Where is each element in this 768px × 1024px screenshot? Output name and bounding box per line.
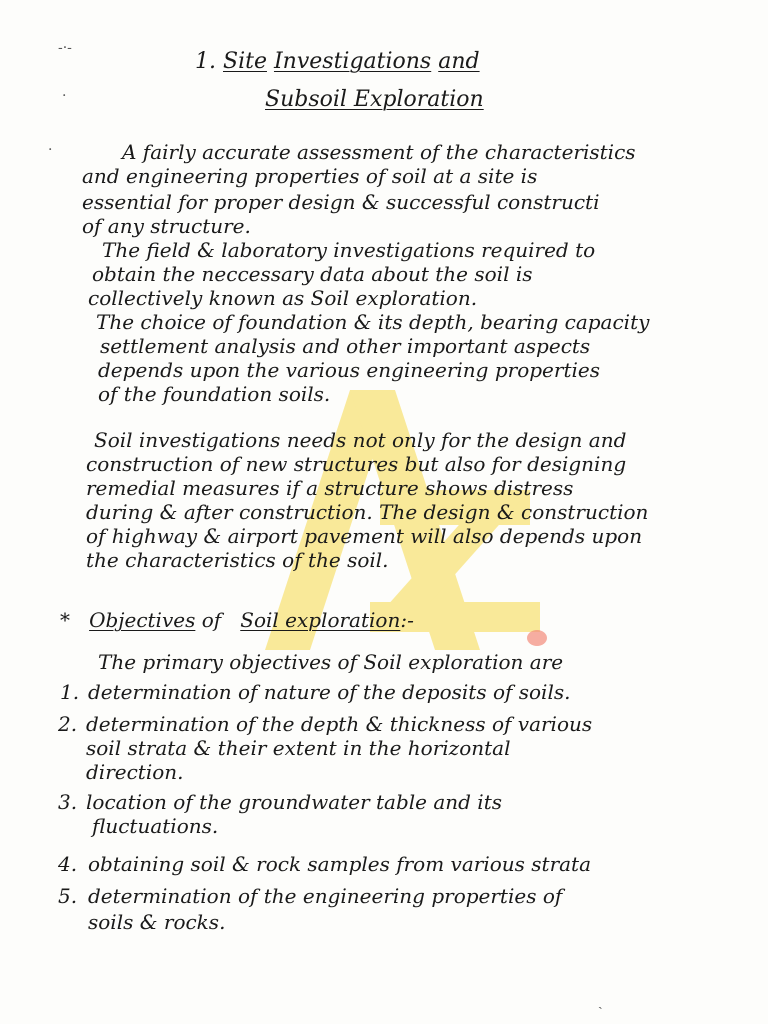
choice-line: The choice of foundation & its depth, bearing capacity	[96, 310, 650, 334]
objective-line: soils & rocks.	[88, 910, 226, 934]
objective-number: 3.	[58, 790, 78, 814]
objectives-heading	[60, 608, 414, 632]
objectives-heading-topic: Soil exploration	[240, 608, 401, 632]
needs-line: the characteristics of the soil.	[86, 548, 389, 572]
objective-line: direction.	[86, 760, 184, 784]
title-word-and: and	[438, 49, 480, 74]
objective-number: 1.	[60, 680, 80, 704]
intro-line: A fairly accurate assessment of the characteristics	[122, 140, 636, 164]
title-line-1	[195, 50, 480, 74]
objective-line: obtaining soil & rock samples from various strata	[88, 852, 592, 876]
choice-line: depends upon the various engineering properties	[98, 358, 600, 382]
title-line-2: Subsoil Exploration	[265, 87, 484, 112]
objectives-heading-suffix: :-	[400, 608, 414, 632]
choice-line: settlement analysis and other important aspects	[100, 334, 591, 358]
objective-number: 2.	[58, 712, 78, 736]
objective-number: 4.	[58, 852, 78, 876]
needs-line: construction of new structures but also for designing	[86, 452, 627, 476]
needs-line: remedial measures if a structure shows distress	[86, 476, 574, 500]
title-word-site: Site	[223, 49, 267, 74]
objective-line: determination of the engineering properties of	[88, 884, 563, 908]
title-number: 1.	[195, 49, 216, 74]
field-line: collectively known as Soil exploration.	[88, 286, 478, 310]
margin-speck: ·	[62, 88, 67, 104]
margin-speck: ·	[48, 142, 53, 158]
intro-line: essential for proper design & successful constructi	[82, 190, 600, 214]
choice-line: of the foundation soils.	[98, 382, 331, 406]
objective-line: soil strata & their extent in the horizontal	[86, 736, 511, 760]
title-word-investigations: Investigations	[273, 49, 432, 74]
intro-line: of any structure.	[82, 214, 251, 238]
objectives-heading-of: of	[201, 608, 222, 632]
field-line: obtain the neccessary data about the soil is	[92, 262, 533, 286]
objective-number: 5.	[58, 884, 78, 908]
objective-line: location of the groundwater table and its	[86, 790, 503, 814]
field-line: The field & laboratory investigations required to	[102, 238, 596, 262]
needs-line: of highway & airport pavement will also depends upon	[86, 524, 643, 548]
objectives-bullet: *	[60, 608, 70, 632]
objective-line: fluctuations.	[92, 814, 219, 838]
needs-line: Soil investigations needs not only for the design and	[94, 428, 627, 452]
margin-speck: -·-	[58, 40, 72, 56]
objectives-heading-word: Objectives	[89, 608, 196, 632]
intro-line: and engineering properties of soil at a site is	[82, 164, 538, 188]
needs-line: during & after construction. The design & construction	[86, 500, 649, 524]
objectives-intro: The primary objectives of Soil exploration are	[98, 650, 564, 674]
objective-line: determination of nature of the deposits of soils.	[88, 680, 571, 704]
margin-speck: ˎ	[598, 994, 603, 1010]
objective-line: determination of the depth & thickness of various	[86, 712, 593, 736]
